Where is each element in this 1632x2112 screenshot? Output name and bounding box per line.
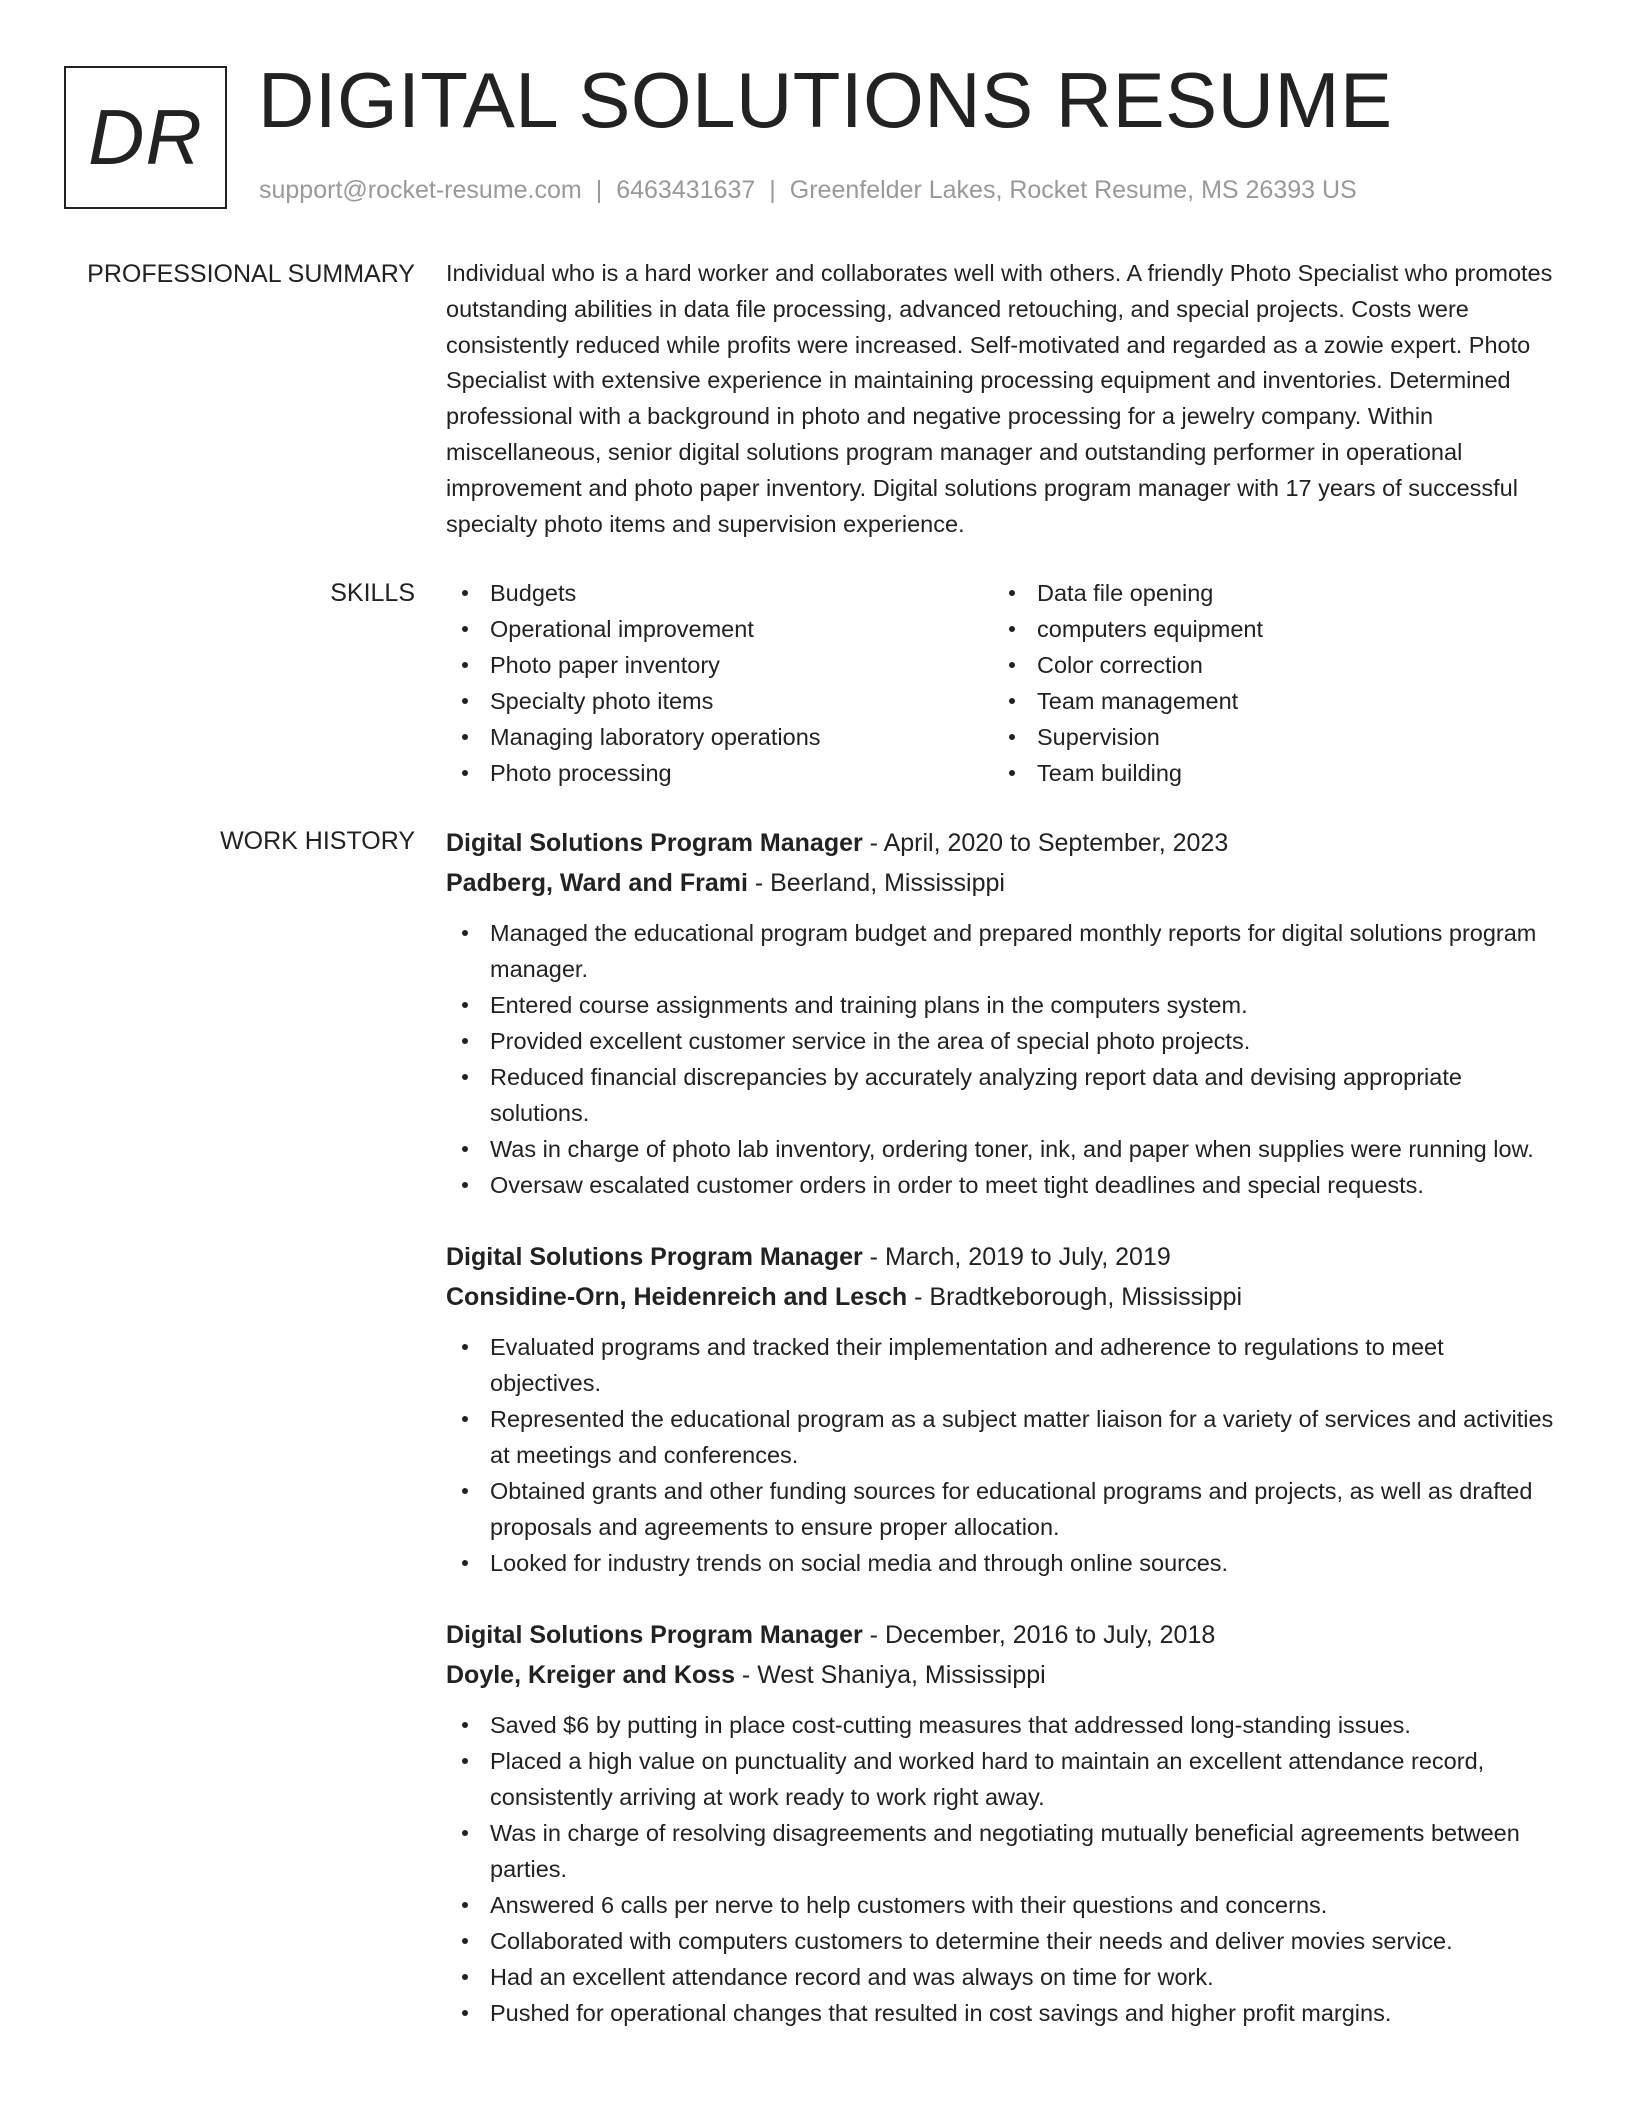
job-company: Considine-Orn, Heidenreich and Lesch xyxy=(446,1283,908,1311)
job-title-line xyxy=(446,1237,1556,1277)
skill-item: Managing laboratory operations xyxy=(446,719,993,755)
resume-title: DIGITAL SOLUTIONS RESUME xyxy=(258,56,1393,144)
job-title-line xyxy=(446,1615,1556,1655)
job-company: Padberg, Ward and Frami xyxy=(446,869,748,897)
monogram-initials: DR xyxy=(88,93,203,181)
job-bullets xyxy=(446,1707,1556,2031)
job-dates: - December, 2016 to July, 2018 xyxy=(862,1621,1216,1649)
job-title: Digital Solutions Program Manager xyxy=(446,1243,863,1271)
job-entry xyxy=(446,823,1556,1203)
job-bullets xyxy=(446,915,1556,1203)
job-bullet: Reduced financial discrepancies by accurately analyzing report data and devising appropriate solutions. xyxy=(446,1059,1556,1131)
job-bullets xyxy=(446,1329,1556,1581)
section-label-work-history: WORK HISTORY xyxy=(220,827,415,855)
section-label-skills: SKILLS xyxy=(330,579,415,607)
job-bullet: Oversaw escalated customer orders in order to meet tight deadlines and special requests. xyxy=(446,1167,1556,1203)
contact-email: support@rocket-resume.com xyxy=(259,176,582,204)
skill-item: Budgets xyxy=(446,575,993,611)
job-company-line xyxy=(446,863,1556,903)
job-bullet: Looked for industry trends on social media and through online sources. xyxy=(446,1545,1556,1581)
job-title-line xyxy=(446,823,1556,863)
job-bullet: Answered 6 calls per nerve to help customers with their questions and concerns. xyxy=(446,1887,1556,1923)
job-dates: - April, 2020 to September, 2023 xyxy=(862,829,1229,857)
job-company-line xyxy=(446,1277,1556,1317)
job-location: - Beerland, Mississippi xyxy=(747,869,1005,897)
job-bullet: Placed a high value on punctuality and worked hard to maintain an excellent attendance record, consistently arriving at work ready to work right away. xyxy=(446,1743,1556,1815)
job-bullet: Obtained grants and other funding sources for educational programs and projects, as well as drafted proposals and agreements to ensure proper allocation. xyxy=(446,1473,1556,1545)
skill-item: Photo paper inventory xyxy=(446,647,993,683)
summary-text: Individual who is a hard worker and collaborates well with others. A friendly Photo Specialist who promotes outstanding abilities in data file processing, advanced retouching, and special projects. Costs were consistently reduced while profits were increased. Self-motivated and regarded as a zowie expert. Photo Specialist with extensive experience in maintaining processing equipment and inventories. Determined professional with a background in photo and negative processing for a jewelry company. Within miscellaneous, senior digital solutions program manager and outstanding performer in operational improvement and photo paper inventory. Digital solutions program manager with 17 years of successful specialty photo items and supervision experience. xyxy=(446,260,1553,537)
job-title: Digital Solutions Program Manager xyxy=(446,1621,863,1649)
jobs-list xyxy=(446,823,1556,2065)
job-bullet: Saved $6 by putting in place cost-cutting measures that addressed long-standing issues. xyxy=(446,1707,1556,1743)
job-bullet: Entered course assignments and training plans in the computers system. xyxy=(446,987,1556,1023)
skills-list-left xyxy=(446,575,993,791)
job-location: - Bradtkeborough, Mississippi xyxy=(907,1283,1243,1311)
skill-item: Photo processing xyxy=(446,755,993,791)
job-entry xyxy=(446,1237,1556,1581)
skill-item: Team building xyxy=(993,755,1540,791)
contact-separator: | xyxy=(595,176,603,204)
contact-separator: | xyxy=(769,176,776,204)
skill-item: Data file opening xyxy=(993,575,1540,611)
job-bullet: Managed the educational program budget and prepared monthly reports for digital solutions program manager. xyxy=(446,915,1556,987)
job-bullet: Was in charge of resolving disagreements and negotiating mutually beneficial agreements between parties. xyxy=(446,1815,1556,1887)
job-bullet: Represented the educational program as a subject matter liaison for a variety of services and activities at meetings and conferences. xyxy=(446,1401,1556,1473)
job-company: Doyle, Kreiger and Koss xyxy=(446,1661,735,1689)
job-dates: - March, 2019 to July, 2019 xyxy=(862,1243,1171,1271)
skill-item: Specialty photo items xyxy=(446,683,993,719)
job-location: - West Shaniya, Mississippi xyxy=(734,1661,1046,1689)
skills-grid xyxy=(446,575,1556,791)
skill-item: Color correction xyxy=(993,647,1540,683)
job-title: Digital Solutions Program Manager xyxy=(446,829,863,857)
job-bullet: Provided excellent customer service in the area of special photo projects. xyxy=(446,1023,1556,1059)
job-bullet: Was in charge of photo lab inventory, ordering toner, ink, and paper when supplies were running low. xyxy=(446,1131,1556,1167)
job-bullet: Collaborated with computers customers to determine their needs and deliver movies service. xyxy=(446,1923,1556,1959)
contact-phone: 6463431637 xyxy=(616,176,756,204)
section-label-summary: PROFESSIONAL SUMMARY xyxy=(87,260,415,288)
contact-address: Greenfelder Lakes, Rocket Resume, MS 26393 US xyxy=(789,176,1357,204)
job-bullet: Had an excellent attendance record and was always on time for work. xyxy=(446,1959,1556,1995)
skills-list-right xyxy=(993,575,1540,791)
job-bullet: Pushed for operational changes that resulted in cost savings and higher profit margins. xyxy=(446,1995,1556,2031)
skill-item: computers equipment xyxy=(993,611,1540,647)
contact-line xyxy=(259,175,1357,205)
job-entry xyxy=(446,1615,1556,2031)
skill-item: Team management xyxy=(993,683,1540,719)
job-company-line xyxy=(446,1655,1556,1695)
job-bullet: Evaluated programs and tracked their implementation and adherence to regulations to meet objectives. xyxy=(446,1329,1556,1401)
monogram-box xyxy=(64,66,227,209)
skill-item: Operational improvement xyxy=(446,611,993,647)
skill-item: Supervision xyxy=(993,719,1540,755)
